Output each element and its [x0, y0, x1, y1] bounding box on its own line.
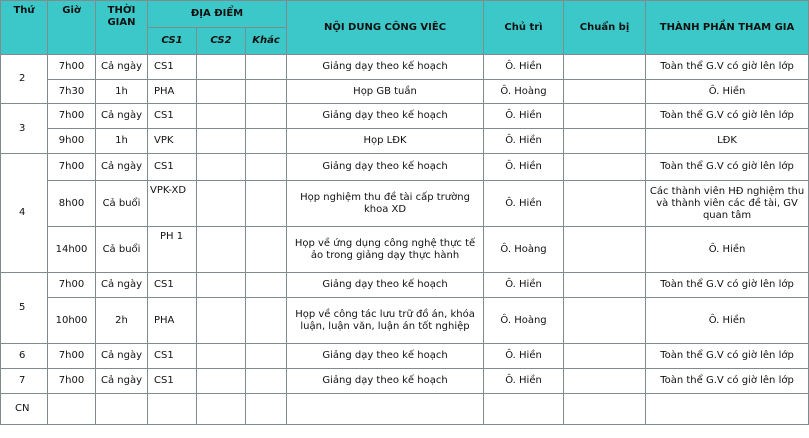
table-row — [1, 273, 809, 298]
chair-cell: Ô. Hiền — [484, 55, 564, 80]
time-cell: 7h00 — [48, 344, 96, 369]
content-cell — [287, 394, 484, 425]
content-cell: Giảng dạy theo kế hoạch — [287, 369, 484, 394]
time-cell: 8h00 — [48, 181, 96, 227]
chair-cell: Ô. Hiền — [484, 154, 564, 181]
participants-cell: Toàn thể G.V có giờ lên lớp — [646, 55, 809, 80]
participants-cell: Các thành viên HĐ nghiệm thu và thành viên các đề tài, GV quan tâm — [646, 181, 809, 227]
location-cs1-cell: CS1 — [148, 154, 197, 181]
time-cell: 7h00 — [48, 104, 96, 129]
participants-cell: Toàn thể G.V có giờ lên lớp — [646, 369, 809, 394]
preparation-cell — [564, 227, 646, 273]
location-other-cell — [246, 80, 287, 104]
content-cell: Họp GB tuần — [287, 80, 484, 104]
participants-cell: Toàn thể G.V có giờ lên lớp — [646, 344, 809, 369]
table-row — [1, 394, 809, 425]
location-cs1-cell: CS1 — [148, 273, 197, 298]
header-dia-diem: ĐỊA ĐIỂM — [148, 1, 287, 28]
header-gio: Giờ — [48, 1, 96, 55]
preparation-cell — [564, 181, 646, 227]
chair-cell: Ô. Hiền — [484, 104, 564, 129]
duration-cell: Cả ngày — [96, 55, 148, 80]
participants-cell: Toàn thể G.V có giờ lên lớp — [646, 154, 809, 181]
chair-cell: Ô. Hiền — [484, 181, 564, 227]
duration-cell: 2h — [96, 298, 148, 344]
duration-cell: Cả ngày — [96, 104, 148, 129]
preparation-cell — [564, 104, 646, 129]
location-cs2-cell — [197, 298, 246, 344]
chair-cell: Ô. Hoàng — [484, 227, 564, 273]
time-cell: 9h00 — [48, 129, 96, 154]
location-cs2-cell — [197, 104, 246, 129]
header-noi-dung: NỘI DUNG CÔNG VIÊC — [287, 1, 484, 55]
location-other-cell — [246, 154, 287, 181]
location-other-cell — [246, 344, 287, 369]
content-cell: Giảng dạy theo kế hoạch — [287, 273, 484, 298]
participants-cell: Ô. Hiền — [646, 80, 809, 104]
duration-cell: Cả buổi — [96, 227, 148, 273]
location-cs1-cell: CS1 — [148, 104, 197, 129]
preparation-cell — [564, 55, 646, 80]
location-other-cell — [246, 273, 287, 298]
participants-cell: Toàn thể G.V có giờ lên lớp — [646, 104, 809, 129]
header-cs2: CS2 — [197, 28, 246, 55]
header-thanh-phan: THÀNH PHẦN THAM GIA — [646, 1, 809, 55]
content-cell: Giảng dạy theo kế hoạch — [287, 154, 484, 181]
location-cs1-cell: PHA — [148, 80, 197, 104]
chair-cell: Ô. Hiền — [484, 129, 564, 154]
location-cs2-cell — [197, 344, 246, 369]
duration-cell: Cả ngày — [96, 369, 148, 394]
time-cell — [48, 394, 96, 425]
location-other-cell — [246, 129, 287, 154]
chair-cell: Ô. Hiền — [484, 273, 564, 298]
duration-cell: Cả ngày — [96, 154, 148, 181]
location-cs2-cell — [197, 181, 246, 227]
table-row — [1, 298, 809, 344]
location-cs2-cell — [197, 129, 246, 154]
content-cell: Họp về công tác lưu trữ đồ án, khóa luận, luận văn, luận án tốt nghiệp — [287, 298, 484, 344]
table-row — [1, 227, 809, 273]
content-cell: Giảng dạy theo kế hoạch — [287, 55, 484, 80]
header-khac: Khác — [246, 28, 287, 55]
preparation-cell — [564, 394, 646, 425]
location-other-cell — [246, 181, 287, 227]
preparation-cell — [564, 154, 646, 181]
location-cs1-cell: CS1 — [148, 55, 197, 80]
day-cell: 7 — [1, 369, 48, 394]
header-chu-tri: Chủ trì — [484, 1, 564, 55]
content-cell: Họp về ứng dụng công nghệ thực tế ảo trong giảng dạy thực hành — [287, 227, 484, 273]
location-cs2-cell — [197, 273, 246, 298]
duration-cell: Cả ngày — [96, 273, 148, 298]
preparation-cell — [564, 344, 646, 369]
location-cs1-cell: PH 1 — [148, 227, 197, 273]
participants-cell: LĐK — [646, 129, 809, 154]
time-cell: 7h30 — [48, 80, 96, 104]
location-cs2-cell — [197, 154, 246, 181]
table-row — [1, 154, 809, 181]
time-cell: 14h00 — [48, 227, 96, 273]
location-cs2-cell — [197, 55, 246, 80]
duration-cell: Cả buổi — [96, 181, 148, 227]
header-chuan-bi: Chuẩn bị — [564, 1, 646, 55]
table-row — [1, 80, 809, 104]
header-thu: Thứ — [1, 1, 48, 55]
content-cell: Họp nghiệm thu đề tài cấp trường khoa XD — [287, 181, 484, 227]
participants-cell: Toàn thể G.V có giờ lên lớp — [646, 273, 809, 298]
table-row — [1, 369, 809, 394]
header-cs1: CS1 — [148, 28, 197, 55]
content-cell: Giảng dạy theo kế hoạch — [287, 104, 484, 129]
table-row — [1, 104, 809, 129]
day-cell: 3 — [1, 104, 48, 154]
location-other-cell — [246, 369, 287, 394]
preparation-cell — [564, 369, 646, 394]
participants-cell: Ô. Hiền — [646, 298, 809, 344]
time-cell: 7h00 — [48, 55, 96, 80]
preparation-cell — [564, 80, 646, 104]
preparation-cell — [564, 298, 646, 344]
duration-cell: Cả ngày — [96, 344, 148, 369]
location-cs2-cell — [197, 227, 246, 273]
chair-cell: Ô. Hoàng — [484, 80, 564, 104]
time-cell: 7h00 — [48, 369, 96, 394]
time-cell: 7h00 — [48, 273, 96, 298]
table-row — [1, 129, 809, 154]
day-cell: 6 — [1, 344, 48, 369]
location-cs2-cell — [197, 369, 246, 394]
location-cs2-cell — [197, 80, 246, 104]
time-cell: 7h00 — [48, 154, 96, 181]
preparation-cell — [564, 273, 646, 298]
location-other-cell — [246, 104, 287, 129]
location-cs2-cell — [197, 394, 246, 425]
duration-cell: 1h — [96, 129, 148, 154]
location-cs1-cell: PHA — [148, 298, 197, 344]
content-cell: Họp LĐK — [287, 129, 484, 154]
location-cs1-cell: CS1 — [148, 369, 197, 394]
day-cell: 4 — [1, 154, 48, 273]
location-cs1-cell — [148, 394, 197, 425]
day-cell: 2 — [1, 55, 48, 104]
table-row — [1, 181, 809, 227]
location-other-cell — [246, 227, 287, 273]
location-cs1-cell: CS1 — [148, 344, 197, 369]
preparation-cell — [564, 129, 646, 154]
duration-cell — [96, 394, 148, 425]
location-cs1-cell: VPK — [148, 129, 197, 154]
participants-cell: Ô. Hiền — [646, 227, 809, 273]
location-cs1-cell: VPK-XD — [148, 181, 197, 227]
participants-cell — [646, 394, 809, 425]
chair-cell — [484, 394, 564, 425]
location-other-cell — [246, 394, 287, 425]
time-cell: 10h00 — [48, 298, 96, 344]
chair-cell: Ô. Hoàng — [484, 298, 564, 344]
day-cell: 5 — [1, 273, 48, 344]
content-cell: Giảng dạy theo kế hoạch — [287, 344, 484, 369]
chair-cell: Ô. Hiền — [484, 344, 564, 369]
table-row — [1, 344, 809, 369]
chair-cell: Ô. Hiền — [484, 369, 564, 394]
location-other-cell — [246, 55, 287, 80]
day-cell: CN — [1, 394, 48, 425]
table-row — [1, 55, 809, 80]
header-thoi-gian: THỜI GIAN — [96, 1, 148, 55]
location-other-cell — [246, 298, 287, 344]
duration-cell: 1h — [96, 80, 148, 104]
